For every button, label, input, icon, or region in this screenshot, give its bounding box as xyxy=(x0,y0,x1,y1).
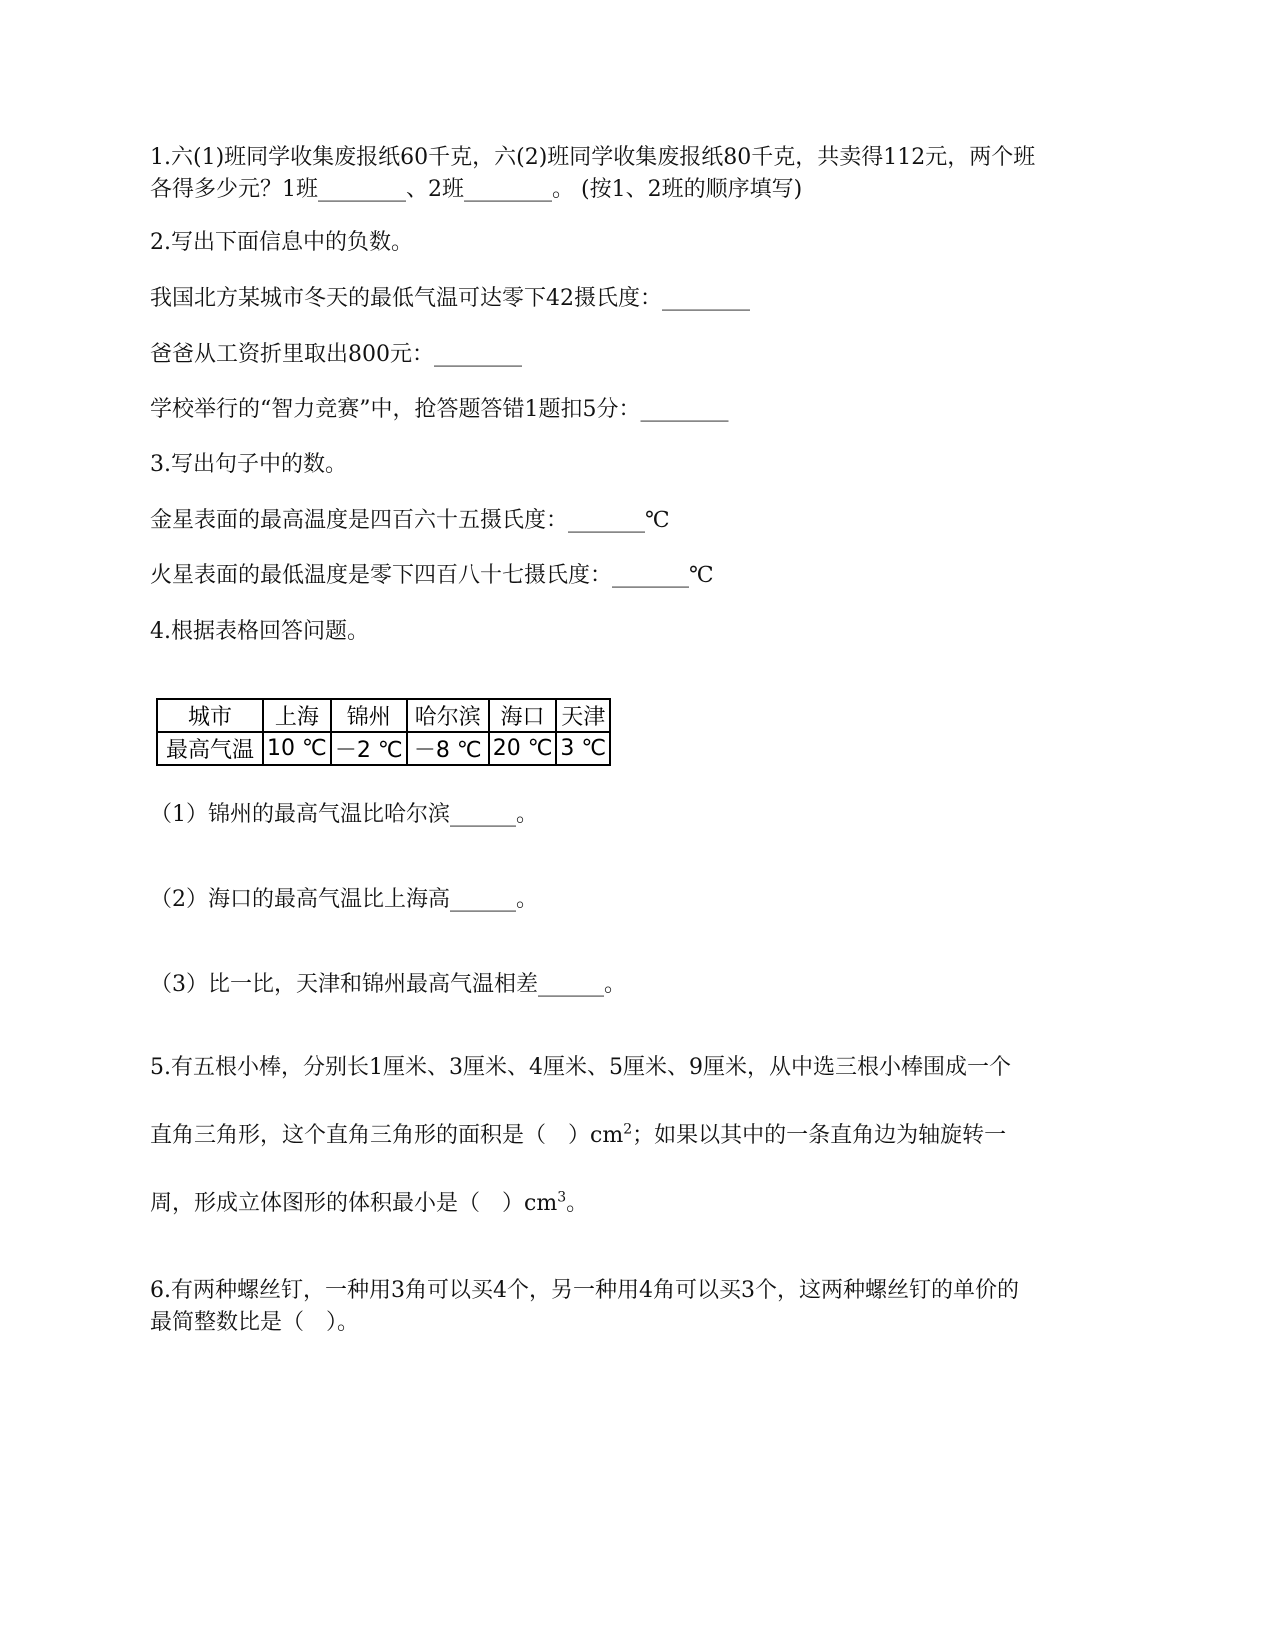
table-city-cell: 海口 xyxy=(489,699,557,732)
q2-item2: 爸爸从工资折里取出800元：________ xyxy=(150,342,522,367)
q5-line3-text: 周，形成立体图形的体积最小是（ ）cm xyxy=(150,1191,558,1216)
table-city-cell: 天津 xyxy=(556,699,610,732)
table-row-label: 最高气温 xyxy=(157,732,263,765)
q3-item2: 火星表面的最低温度是零下四百八十七摄氏度：_______℃ xyxy=(150,563,714,588)
q6-line2: 最简整数比是（ ）。 xyxy=(150,1310,360,1335)
q5-line2 xyxy=(150,1121,1006,1151)
table-temp-cell: 3 ℃ xyxy=(556,732,610,765)
table-header-label: 城市 xyxy=(157,699,263,732)
q4-sub3: （3）比一比，天津和锦州最高气温相差______。 xyxy=(150,972,626,997)
q3-title: 3.写出句子中的数。 xyxy=(150,452,347,477)
q2-item1: 我国北方某城市冬天的最低气温可达零下42摄氏度：________ xyxy=(150,286,750,311)
table-temp-cell: －2 ℃ xyxy=(331,732,407,765)
q6-line1: 6.有两种螺丝钉，一种用3角可以买4个，另一种用4角可以买3个，这两种螺丝钉的单价的 xyxy=(150,1278,1019,1303)
q5-line3 xyxy=(150,1189,588,1219)
q5-line2-text: 直角三角形，这个直角三角形的面积是（ ）cm xyxy=(150,1123,624,1148)
table-temp-cell: 10 ℃ xyxy=(263,732,331,765)
q2-title: 2.写出下面信息中的负数。 xyxy=(150,230,413,255)
q4-sub1: （1）锦州的最高气温比哈尔滨______。 xyxy=(150,802,538,827)
table-header-row xyxy=(157,699,610,732)
q5-superscript-3: 3 xyxy=(557,1189,567,1206)
table-city-cell: 哈尔滨 xyxy=(407,699,489,732)
q5-line1: 5.有五根小棒，分别长1厘米、3厘米、4厘米、5厘米、9厘米，从中选三根小棒围成一个 xyxy=(150,1055,1011,1080)
q5-line2-rest: ；如果以其中的一条直角边为轴旋转一 xyxy=(632,1123,1007,1148)
table-temp-row xyxy=(157,732,610,765)
table-temp-cell: 20 ℃ xyxy=(489,732,557,765)
table-city-cell: 上海 xyxy=(263,699,331,732)
q4-title: 4.根据表格回答问题。 xyxy=(150,619,369,644)
q1-line1: 1.六(1)班同学收集废报纸60千克，六(2)班同学收集废报纸80千克，共卖得112元，两个班 xyxy=(150,145,1036,170)
table-temp-cell: －8 ℃ xyxy=(407,732,489,765)
q1-line2: 各得多少元？1班________、2班________。 (按1、2班的顺序填写) xyxy=(150,177,803,202)
q5-superscript-2: 2 xyxy=(623,1121,633,1138)
q2-item3: 学校举行的“智力竞赛”中，抢答题答错1题扣5分：________ xyxy=(150,397,729,422)
q5-line3-rest: 。 xyxy=(566,1191,589,1216)
table-city-cell: 锦州 xyxy=(331,699,407,732)
temperature-table xyxy=(156,698,611,766)
q3-item1: 金星表面的最高温度是四百六十五摄氏度：_______℃ xyxy=(150,508,670,533)
q4-sub2: （2）海口的最高气温比上海高______。 xyxy=(150,887,538,912)
